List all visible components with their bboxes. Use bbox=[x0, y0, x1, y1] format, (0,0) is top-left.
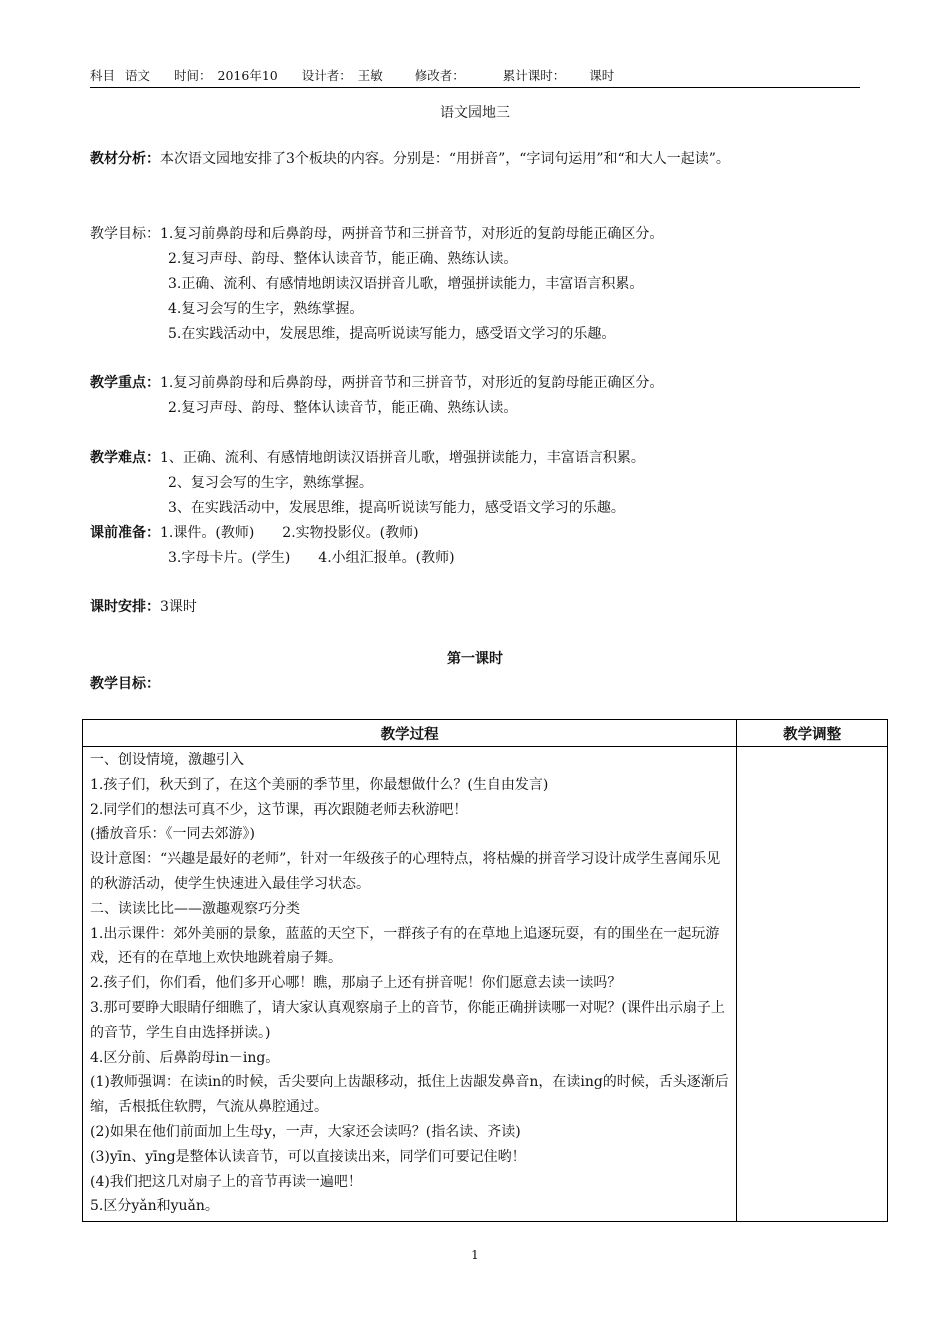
difficulties-label: 教学难点： bbox=[90, 450, 160, 466]
table-header-row bbox=[83, 720, 888, 747]
process-line: 1.出示课件：郊外美丽的景象，蓝蓝的天空下，一群孩子有的在草地上追逐玩耍，有的围坐在一起玩游戏，还有的在草地上欢快地跳着扇子舞。 bbox=[90, 925, 720, 967]
adjust-column-header: 教学调整 bbox=[737, 720, 888, 747]
process-cell bbox=[83, 747, 737, 1222]
schedule-label: 课时安排： bbox=[90, 599, 160, 615]
goal-item: 3.正确、流利、有感情地朗读汉语拼音儿歌，增强拼读能力，丰富语言积累。 bbox=[168, 276, 644, 292]
key-points-section bbox=[90, 371, 865, 421]
lesson-goal-label: 教学目标： bbox=[90, 676, 160, 692]
hours-value: 课时 bbox=[589, 68, 615, 83]
hours-label: 累计课时： bbox=[502, 68, 566, 83]
designer-value: 王敏 bbox=[357, 68, 383, 83]
designer-label: 设计者： bbox=[301, 68, 352, 83]
prep-line: 3.字母卡片。(学生) 4.小组汇报单。(教师) bbox=[168, 550, 455, 566]
process-line: (3)yīn、yīng是整体认读音节，可以直接读出来，同学们可要记住哟！ bbox=[90, 1148, 526, 1165]
document-title: 语文园地三 bbox=[440, 105, 510, 121]
difficulty-item: 2、复习会写的生字，熟练掌握。 bbox=[168, 475, 373, 491]
analysis-label: 教材分析： bbox=[90, 151, 160, 167]
subject-label: 科目 bbox=[90, 68, 116, 83]
goal-item: 4.复习会写的生字，熟练掌握。 bbox=[168, 301, 364, 317]
process-line: 设计意图：“兴趣是最好的老师”，针对一年级孩子的心理特点，将枯燥的拼音学习设计成学生喜闻乐见的秋游活动，使学生快速进入最佳学习状态。 bbox=[90, 851, 721, 892]
subject-value: 语文 bbox=[125, 68, 151, 83]
adjust-cell bbox=[737, 747, 888, 1222]
process-line: 5.区分yǎn和yuǎn。 bbox=[90, 1198, 219, 1215]
schedule-value: 3课时 bbox=[160, 599, 197, 615]
difficulty-item: 1、正确、流利、有感情地朗读汉语拼音儿歌，增强拼读能力，丰富语言积累。 bbox=[160, 450, 645, 466]
key-points-label: 教学重点： bbox=[90, 375, 160, 391]
time-value: 2016年10 bbox=[217, 68, 278, 83]
prep-label: 课前准备： bbox=[90, 525, 160, 541]
lesson-title: 第一课时 bbox=[447, 651, 503, 667]
process-line: 2.孩子们，你们看，他们多开心哪！瞧，那扇子上还有拼音呢！你们愿意去读一读吗？ bbox=[90, 975, 622, 992]
process-line: 一、创设情境，激趣引入 bbox=[90, 752, 244, 768]
time-label: 时间： bbox=[174, 68, 212, 83]
process-line: 4.区分前、后鼻韵母in－ing。 bbox=[90, 1049, 280, 1066]
process-line: 1.孩子们，秋天到了，在这个美丽的季节里，你最想做什么？(生自由发言) bbox=[90, 776, 549, 793]
page-header bbox=[90, 66, 860, 88]
table-row bbox=[83, 747, 888, 1222]
process-line: (2)如果在他们前面加上生母y，一声，大家还会读吗？(指名读、齐读) bbox=[90, 1123, 521, 1140]
difficulties-section bbox=[90, 446, 865, 571]
process-line: (4)我们把这几对扇子上的音节再读一遍吧！ bbox=[90, 1173, 362, 1190]
difficulty-item: 3、在实践活动中，发展思维，提高听说读写能力，感受语文学习的乐趣。 bbox=[168, 500, 625, 516]
prep-line: 1.课件。(教师) 2.实物投影仪。(教师) bbox=[160, 525, 419, 541]
goal-item: 2.复习声母、韵母、整体认读音节，能正确、熟练认读。 bbox=[168, 251, 518, 267]
key-point-item: 1.复习前鼻韵母和后鼻韵母，两拼音节和三拼音节，对形近的复韵母能正确区分。 bbox=[160, 375, 664, 391]
process-column-header: 教学过程 bbox=[83, 720, 737, 747]
goals-section bbox=[90, 222, 865, 347]
page-number: 1 bbox=[471, 1248, 479, 1262]
process-line: 二、读读比比——激趣观察巧分类 bbox=[90, 900, 300, 917]
process-line: 2.同学们的想法可真不少，这节课，再次跟随老师去秋游吧！ bbox=[90, 801, 468, 818]
teaching-process-table bbox=[82, 719, 888, 1222]
key-point-item: 2.复习声母、韵母、整体认读音节，能正确、熟练认读。 bbox=[168, 400, 518, 416]
analysis-text: 本次语文园地安排了3个板块的内容。分别是：“用拼音”，“字词句运用”和“和大人一起读”。 bbox=[160, 151, 730, 167]
process-line: (播放音乐：《一同去郊游》) bbox=[90, 826, 255, 843]
process-line: 3.那可要睁大眼睛仔细瞧了，请大家认真观察扇子上的音节，你能正确拼读哪一对呢？(课件出示扇子上的音节，学生自由选择拼读。) bbox=[90, 999, 725, 1041]
goals-label: 教学目标： bbox=[90, 226, 160, 242]
editor-label: 修改者： bbox=[414, 68, 465, 83]
schedule-section bbox=[90, 595, 865, 620]
goal-item: 5.在实践活动中，发展思维，提高听说读写能力，感受语文学习的乐趣。 bbox=[168, 326, 616, 342]
analysis-section bbox=[90, 147, 865, 172]
process-line: (1)教师强调：在读in的时候，舌尖要向上齿龈移动，抵住上齿龈发鼻音n，在读ing的时候，舌头逐渐后缩，舌根抵住软腭，气流从鼻腔通过。 bbox=[90, 1074, 729, 1116]
goal-item: 1.复习前鼻韵母和后鼻韵母，两拼音节和三拼音节，对形近的复韵母能正确区分。 bbox=[160, 226, 664, 242]
